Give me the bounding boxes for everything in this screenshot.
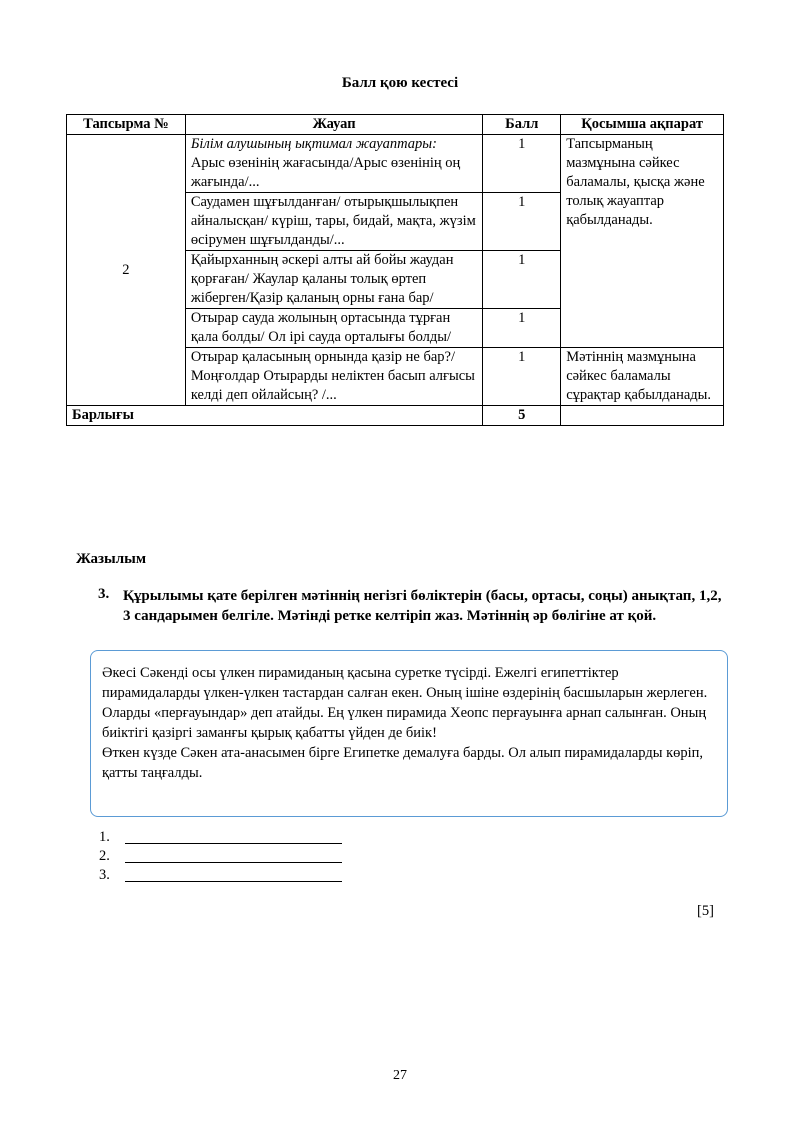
score-cell: 1 [483, 251, 561, 309]
table-total-row [67, 406, 724, 426]
header-task-number: Тапсырма № [67, 115, 186, 135]
answer-cell: Отырар сауда жолының ортасында тұрған қала болды/ Ол ірі сауда орталығы болды/ [185, 309, 482, 348]
answer-text: Арыс өзенінің жағасында/Арыс өзенінің оң жағында/... [190, 155, 461, 190]
answer-blank[interactable] [125, 843, 342, 844]
header-answer: Жауап [185, 115, 482, 135]
answer-cell: Отырар қаласының орнында қазір не бар?/Моңғолдар Отырарды неліктен басып алғысы келді деп ойлайсың? /... [185, 348, 482, 406]
page-title: Балл қою кестесі [341, 75, 459, 91]
total-label: Барлығы [67, 406, 483, 426]
task-number-cell: 2 [67, 135, 186, 406]
total-empty-cell [561, 406, 724, 426]
score-cell: 1 [483, 135, 561, 193]
scoring-table [66, 114, 724, 426]
score-cell: 1 [483, 348, 561, 406]
answer-line-number: 2. [99, 848, 110, 864]
table-row [67, 135, 724, 193]
scrambled-text: Әкесі Сәкенді осы үлкен пирамиданың қасына суретке түсірді. Ежелгі египеттіктер пирамидаларды үлкен-үлкен тастардан салған екен. Оның ішіне өздерінің басшыларын жерлеген. Оларды «перғауындар» деп атайды. Ең үлкен пирамида Хеопс перғауынға арнап салынған. Оның биіктігі қазіргі заманғы қырық қабатты үйден де биік! Өткен күзде Сәкен ата-анасымен бірге Египетке демалуға барды. Ол алып пирамидаларды көріп, қатты таңғалды. [102, 665, 708, 781]
page-number: 27 [393, 1068, 407, 1083]
answer-blank[interactable] [125, 862, 342, 863]
answer-line-3[interactable] [99, 867, 125, 887]
answer-cell: Саудамен шұғылданған/ отырықшылықпен айналысқан/ күріш, тары, бидай, мақта, жүзім өсірумен шұғылданды/... [185, 193, 482, 251]
answer-blank[interactable] [125, 881, 342, 882]
answer-line-1[interactable] [99, 829, 125, 849]
question-text: Құрылымы қате берілген мәтіннің негізгі бөліктерін (басы, ортасы, соңы) анықтап, 1,2, 3 сандарымен белгіле. Мәтінді ретке келтіріп жаз. Мәтіннің әр бөлігіне ат қой. [123, 588, 722, 624]
extra-info-cell: Тапсырманың мазмұнына сәйкес баламалы, қысқа және толық жауаптар қабылданады. [561, 135, 724, 348]
section-title: Жазылым [76, 551, 147, 567]
marks-label: [5] [697, 903, 714, 919]
answer-line-number: 3. [99, 867, 110, 883]
answer-line-2[interactable] [99, 848, 125, 868]
question-number: 3. [98, 586, 110, 602]
score-cell: 1 [483, 309, 561, 348]
answer-line-number: 1. [99, 829, 110, 845]
answer-intro: Білім алушының ықтимал жауаптары: [190, 136, 437, 152]
table-header-row [67, 115, 724, 135]
header-score: Балл [483, 115, 561, 135]
extra-info-cell: Мәтіннің мазмұнына сәйкес баламалы сұрақтар қабылданады. [561, 348, 724, 406]
score-cell: 1 [483, 193, 561, 251]
total-value: 5 [483, 406, 561, 426]
scrambled-text-box [90, 650, 728, 817]
header-extra-info: Қосымша ақпарат [561, 115, 724, 135]
answer-cell [185, 135, 482, 193]
answer-cell: Қайырханның әскері алты ай бойы жаудан қорғаған/ Жаулар қаланы толық өртеп жіберген/Қазір қаланың орны ғана бар/ [185, 251, 482, 309]
